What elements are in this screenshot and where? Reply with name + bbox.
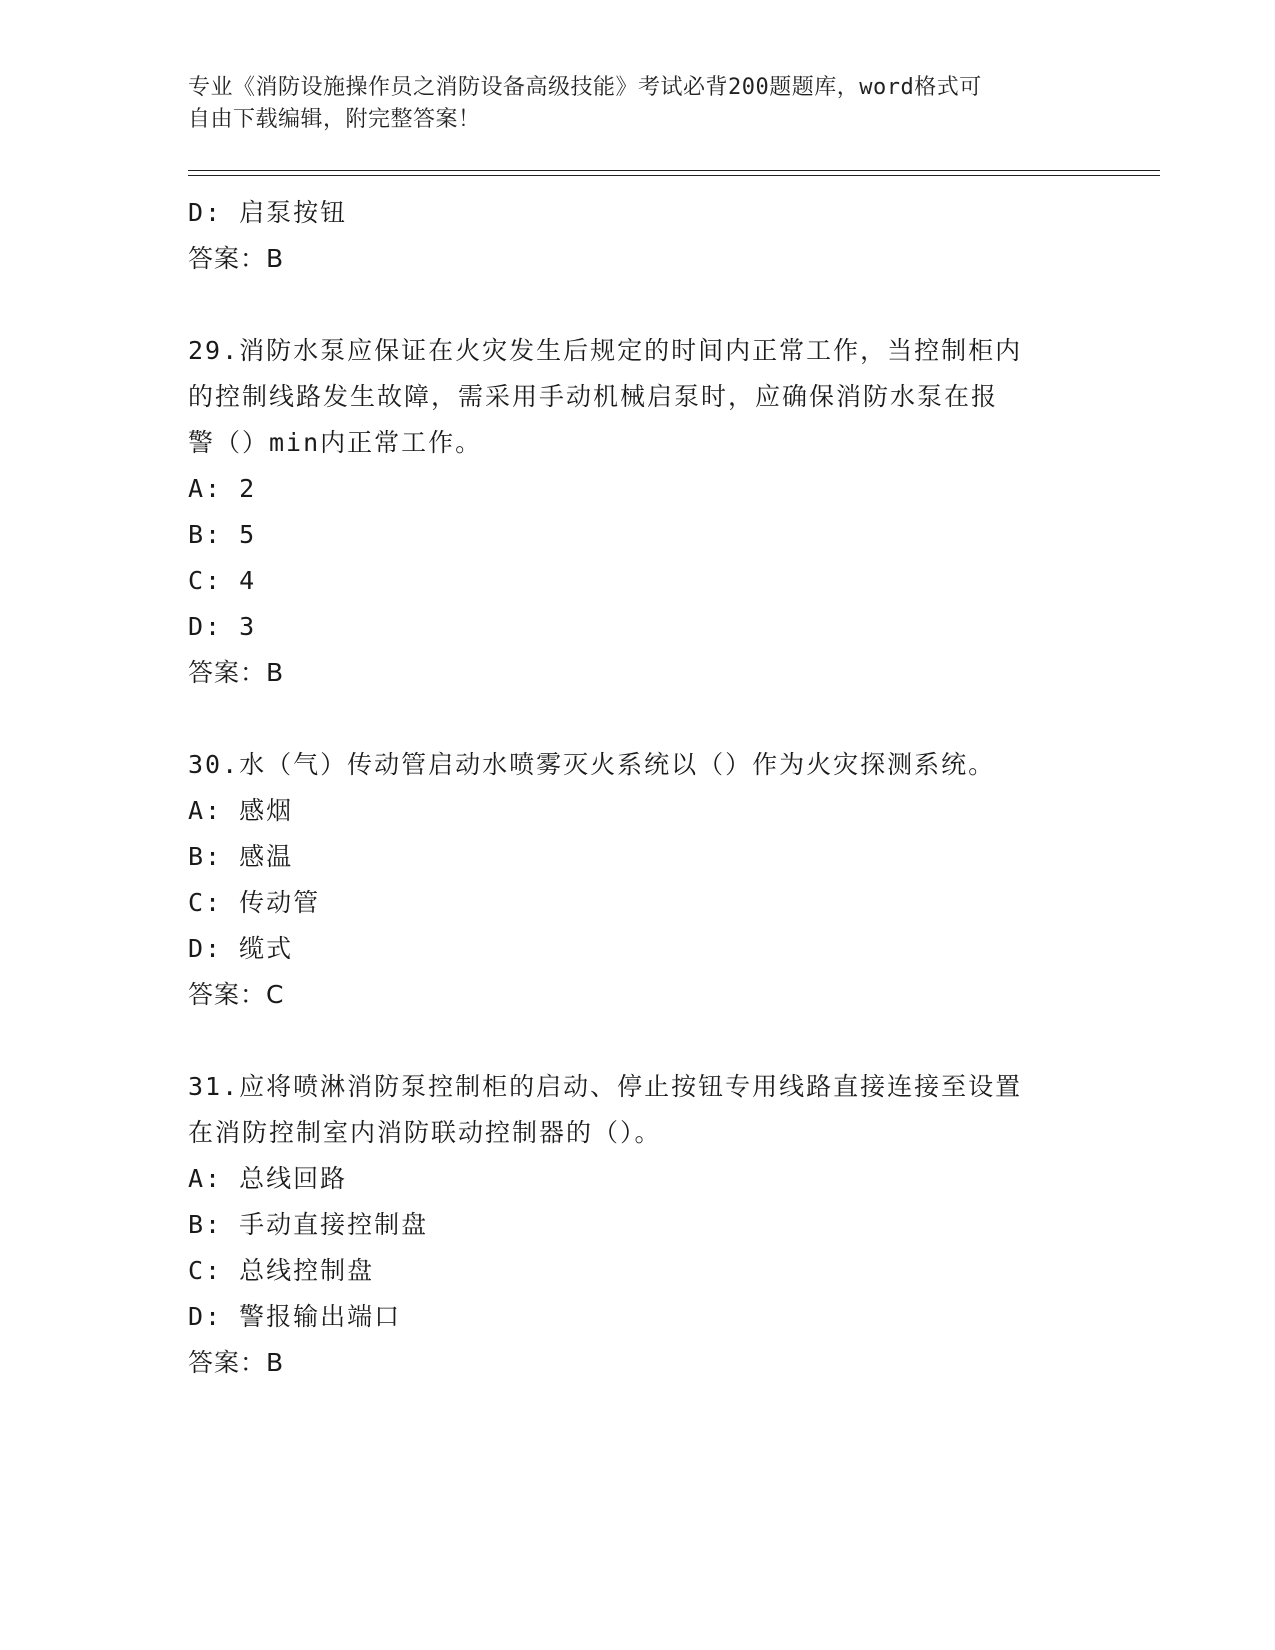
question-stem-line: 警（）min内正常工作。 <box>188 428 483 457</box>
question-stem-line: 30.水（气）传动管启动水喷雾灭火系统以（）作为火灾探测系统。 <box>188 750 996 779</box>
header-title-line-1: 专业《消防设施操作员之消防设备高级技能》考试必背200题题库，word格式可 <box>188 75 982 100</box>
option-b: B: 感温 <box>188 842 294 871</box>
question-29 <box>188 328 1088 696</box>
answer: 答案：C <box>188 980 285 1009</box>
option-b: B: 5 <box>188 520 257 549</box>
header-divider-bottom <box>188 175 1160 176</box>
answer: 答案：B <box>188 244 285 273</box>
prev-question-tail <box>188 190 1088 282</box>
option-b: B: 手动直接控制盘 <box>188 1210 429 1239</box>
option-c: C: 总线控制盘 <box>188 1256 375 1285</box>
question-stem-line: 29.消防水泵应保证在火灾发生后规定的时间内正常工作，当控制柜内 <box>188 336 1023 365</box>
option-d: D: 3 <box>188 612 257 641</box>
option-a: A: 感烟 <box>188 796 294 825</box>
header-divider-top <box>188 170 1160 171</box>
question-stem-line: 的控制线路发生故障，需采用手动机械启泵时，应确保消防水泵在报 <box>188 382 999 411</box>
option-a: A: 总线回路 <box>188 1164 348 1193</box>
option-c: C: 传动管 <box>188 888 321 917</box>
question-stem-line: 在消防控制室内消防联动控制器的（）。 <box>188 1118 662 1147</box>
question-31 <box>188 1064 1088 1386</box>
header-title-line-2: 自由下载编辑，附完整答案！ <box>188 107 481 132</box>
option-d: D: 缆式 <box>188 934 294 963</box>
option-a: A: 2 <box>188 474 257 503</box>
answer: 答案：B <box>188 1348 285 1377</box>
question-stem-line: 31.应将喷淋消防泵控制柜的启动、停止按钮专用线路直接连接至设置 <box>188 1072 1023 1101</box>
option-d: D: 启泵按钮 <box>188 198 348 227</box>
question-30 <box>188 742 1088 1018</box>
document-header <box>188 72 1088 136</box>
question-list <box>188 190 1088 1386</box>
answer: 答案：B <box>188 658 285 687</box>
option-d: D: 警报输出端口 <box>188 1302 402 1331</box>
option-c: C: 4 <box>188 566 257 595</box>
